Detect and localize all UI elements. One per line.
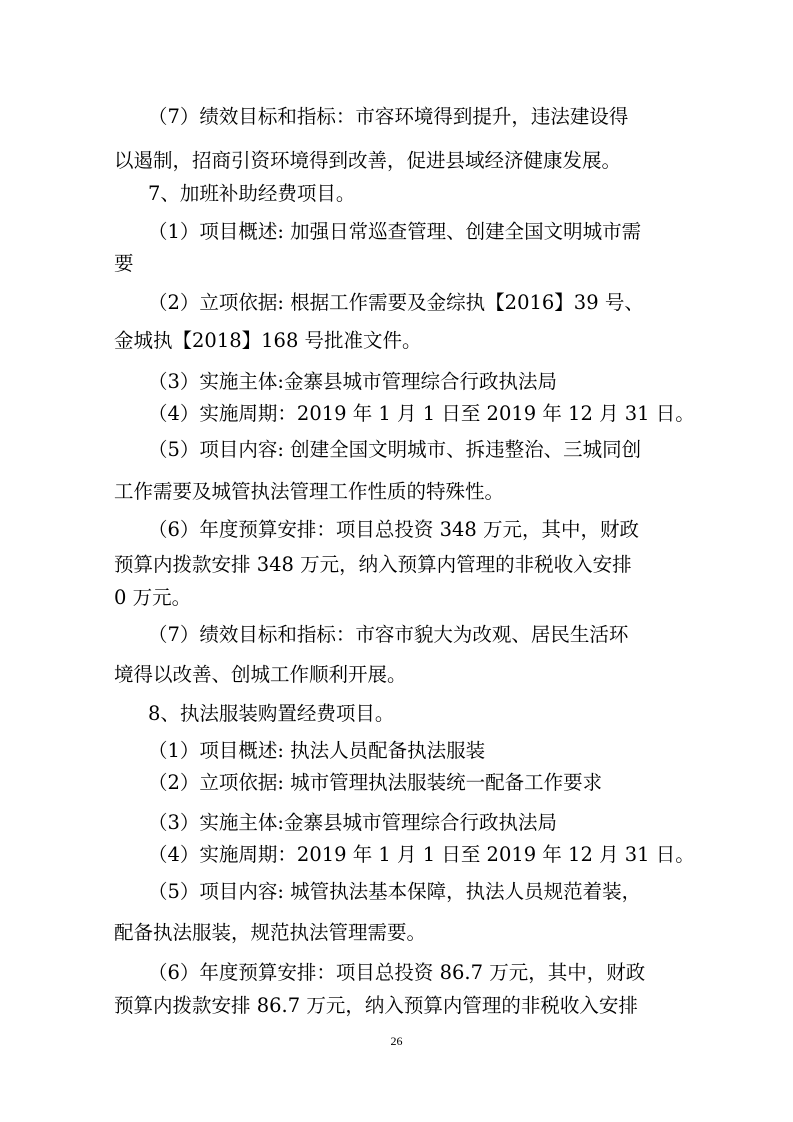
paragraph-line: 配备执法服装，规范执法管理需要。 — [114, 921, 427, 944]
paragraph-line: （5）项目内容: 城管执法基本保障，执法人员规范着装， — [148, 880, 642, 903]
page-number: 26 — [390, 1034, 403, 1048]
paragraph-line: 工作需要及城管执法管理工作性质的特殊性。 — [114, 480, 505, 503]
paragraph-line: 预算内拨款安排 86.7 万元，纳入预算内管理的非税收入安排 — [114, 994, 638, 1017]
paragraph-line: 0 万元。 — [114, 586, 192, 609]
paragraph-line: （7）绩效目标和指标：市容环境得到提升，违法建设得 — [148, 105, 629, 128]
paragraph-line: 预算内拨款安排 348 万元，纳入预算内管理的非税收入安排 — [114, 553, 632, 576]
paragraph-line: 以遏制，招商引资环境得到改善，促进县域经济健康发展。 — [114, 149, 622, 172]
section-heading: 8、执法服装购置经费项目。 — [148, 702, 395, 725]
paragraph-line: （3）实施主体:金寨县城市管理综合行政执法局 — [148, 370, 557, 393]
paragraph-line: 境得以改善、创城工作顺利开展。 — [114, 663, 407, 686]
paragraph-line: （3）实施主体:金寨县城市管理综合行政执法局 — [148, 811, 557, 834]
paragraph-line: （4）实施周期：2019 年 1 月 1 日至 2019 年 12 月 31 日。 — [148, 402, 695, 425]
paragraph-line: （6）年度预算安排：项目总投资 348 万元，其中，财政 — [148, 518, 640, 541]
paragraph-line: （2）立项依据: 城市管理执法服装统一配备工作要求 — [148, 771, 603, 794]
paragraph-line: （1）项目概述: 执法人员配备执法服装 — [148, 739, 486, 762]
paragraph-line: 金城执【2018】168 号批准文件。 — [114, 329, 422, 352]
paragraph-line: 要 — [114, 252, 134, 275]
paragraph-line: （4）实施周期：2019 年 1 月 1 日至 2019 年 12 月 31 日。 — [148, 843, 695, 866]
paragraph-line: （5）项目内容: 创建全国文明城市、拆违整治、三城同创 — [148, 438, 642, 461]
section-heading: 7、加班补助经费项目。 — [148, 182, 356, 205]
paragraph-line: （1）项目概述: 加强日常巡查管理、创建全国文明城市需 — [148, 220, 642, 243]
paragraph-line: （6）年度预算安排：项目总投资 86.7 万元，其中，财政 — [148, 961, 646, 984]
paragraph-line: （2）立项依据: 根据工作需要及金综执【2016】39 号、 — [148, 291, 644, 314]
paragraph-line: （7）绩效目标和指标：市容市貌大为改观、居民生活环 — [148, 623, 629, 646]
